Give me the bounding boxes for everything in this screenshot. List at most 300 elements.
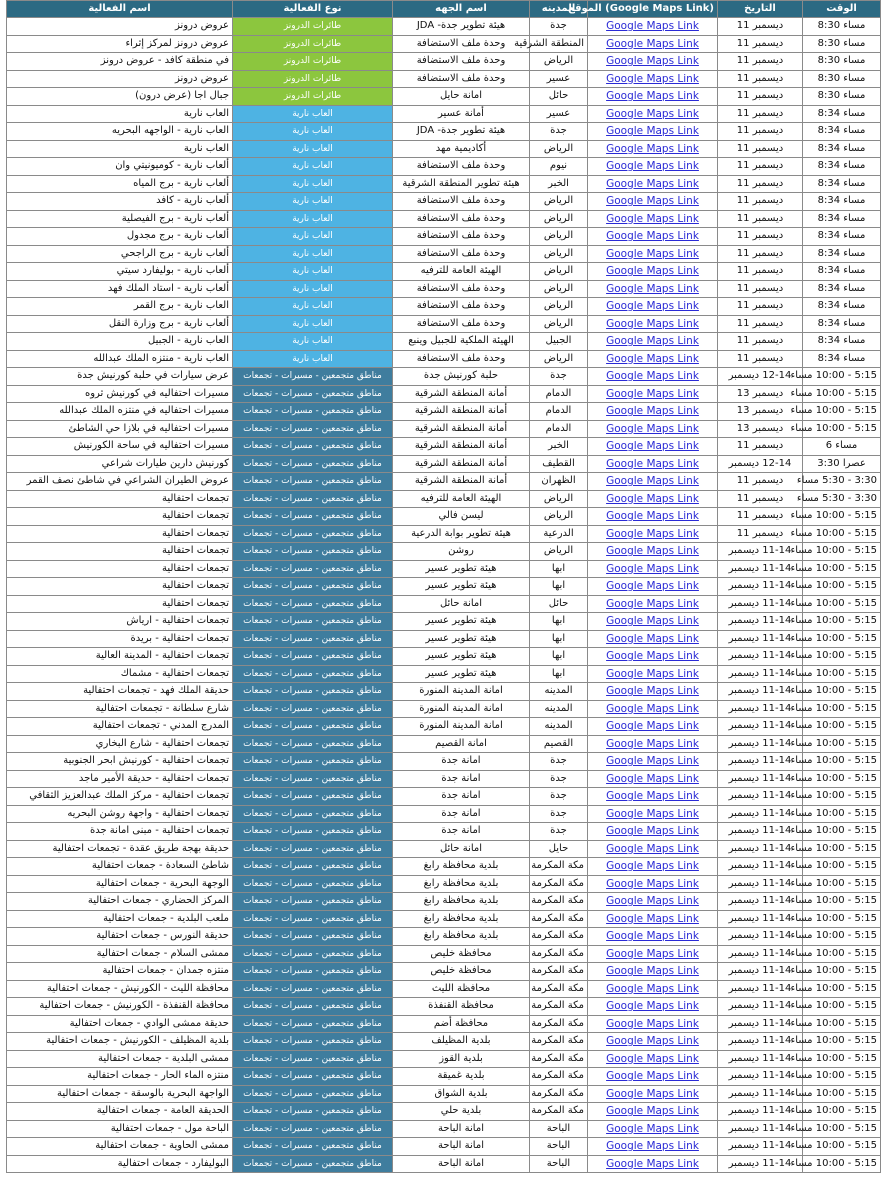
events-schedule	[6, 0, 880, 1173]
table-row	[7, 893, 881, 911]
table-row	[7, 123, 881, 141]
cell-time: عصرا 3:30	[803, 455, 881, 473]
cell-date: 11-14 ديسمبر	[718, 1085, 803, 1103]
table-row	[7, 1155, 881, 1173]
cell-event-name: منتزه جمدان - جمعات احتفالية	[7, 963, 233, 981]
cell-date: 11-14 ديسمبر	[718, 700, 803, 718]
cell-event-type: مناطق متجمعين - مسيرات - تجمعات	[233, 473, 393, 491]
maps-link[interactable]: Google Maps Link	[588, 1050, 718, 1068]
maps-link[interactable]: Google Maps Link	[588, 350, 718, 368]
cell-event-type: مناطق متجمعين - مسيرات - تجمعات	[233, 875, 393, 893]
cell-event-name: ألعاب نارية - برج المياه	[7, 175, 233, 193]
cell-organization: محافظة القنفذة	[393, 998, 530, 1016]
cell-event-type: مناطق متجمعين - مسيرات - تجمعات	[233, 858, 393, 876]
cell-event-name: عروض درونز	[7, 70, 233, 88]
cell-date: 11-14 ديسمبر	[718, 1155, 803, 1173]
cell-time: 5:15 - 10:00 مساء	[803, 998, 881, 1016]
table-row	[7, 630, 881, 648]
cell-organization: وحدة ملف الاستضافة	[393, 193, 530, 211]
cell-event-name: تجمعات احتفالية - مبنى امانة جدة	[7, 823, 233, 841]
cell-organization: وحدة ملف الاستضافة	[393, 70, 530, 88]
cell-event-type: العاب نارية	[233, 298, 393, 316]
cell-organization: امانة جدة	[393, 788, 530, 806]
cell-time: 3:30 - 5:30 مساء	[803, 473, 881, 491]
table-row	[7, 543, 881, 561]
cell-date: ديسمبر 11	[718, 123, 803, 141]
cell-city: القطيف	[530, 455, 588, 473]
cell-time: 5:15 - 10:00 مساء	[803, 963, 881, 981]
cell-event-name: تجمعات احتفالية - بريدة	[7, 630, 233, 648]
maps-link[interactable]: Google Maps Link	[588, 1068, 718, 1086]
maps-link[interactable]: Google Maps Link	[588, 298, 718, 316]
cell-organization: وحدة ملف الاستضافة	[393, 245, 530, 263]
cell-time: 5:15 - 10:00 مساء	[803, 403, 881, 421]
maps-link[interactable]: Google Maps Link	[588, 700, 718, 718]
cell-organization: امانة جدة	[393, 823, 530, 841]
cell-event-type: طائرات الدرونز	[233, 53, 393, 71]
table-row	[7, 490, 881, 508]
cell-event-name: حديقة الملك فهد - تجمعات احتفالية	[7, 683, 233, 701]
table-row	[7, 945, 881, 963]
maps-link[interactable]: Google Maps Link	[588, 998, 718, 1016]
maps-link[interactable]: Google Maps Link	[588, 735, 718, 753]
cell-city: الدرعية	[530, 525, 588, 543]
cell-event-name: مسيرات احتفاليه في ساحة الكورنيش	[7, 438, 233, 456]
cell-event-name: تجمعات احتفالية - كورنيش ابحر الجنوبية	[7, 753, 233, 771]
cell-organization: امانة المدينة المنورة	[393, 718, 530, 736]
maps-link[interactable]: Google Maps Link	[588, 1120, 718, 1138]
cell-time: 5:15 - 10:00 مساء	[803, 1138, 881, 1156]
cell-time: 5:15 - 10:00 مساء	[803, 1033, 881, 1051]
cell-organization: الهيئة العامة للترفيه	[393, 490, 530, 508]
cell-event-type: مناطق متجمعين - مسيرات - تجمعات	[233, 648, 393, 666]
cell-city: الرياض	[530, 245, 588, 263]
cell-event-name: ألعاب نارية - كافد	[7, 193, 233, 211]
cell-city: مكة المكرمة	[530, 980, 588, 998]
table-row	[7, 53, 881, 71]
cell-date: 11-14 ديسمبر	[718, 578, 803, 596]
cell-city: مكة المكرمة	[530, 998, 588, 1016]
maps-link[interactable]: Google Maps Link	[588, 858, 718, 876]
maps-link[interactable]: Google Maps Link	[588, 613, 718, 631]
cell-time: 5:15 - 10:00 مساء	[803, 1103, 881, 1121]
cell-event-type: مناطق متجمعين - مسيرات - تجمعات	[233, 595, 393, 613]
table-row	[7, 840, 881, 858]
cell-date: ديسمبر 11	[718, 438, 803, 456]
maps-link[interactable]: Google Maps Link	[588, 875, 718, 893]
maps-link[interactable]: Google Maps Link	[588, 210, 718, 228]
cell-event-type: مناطق متجمعين - مسيرات - تجمعات	[233, 788, 393, 806]
cell-event-name: ألعاب نارية - برج وزارة النقل	[7, 315, 233, 333]
table-row	[7, 1033, 881, 1051]
cell-city: المنطقة الشرقية	[530, 35, 588, 53]
maps-link[interactable]: Google Maps Link	[588, 385, 718, 403]
cell-event-type: العاب نارية	[233, 123, 393, 141]
cell-time: مساء 8:30	[803, 70, 881, 88]
maps-link[interactable]: Google Maps Link	[588, 718, 718, 736]
cell-organization: وحدة ملف الاستضافة	[393, 315, 530, 333]
table-row	[7, 823, 881, 841]
cell-city: الدمام	[530, 403, 588, 421]
cell-city: الدمام	[530, 420, 588, 438]
table-row	[7, 70, 881, 88]
table-row	[7, 18, 881, 36]
cell-date: 11-14 ديسمبر	[718, 823, 803, 841]
maps-link[interactable]: Google Maps Link	[588, 595, 718, 613]
maps-link[interactable]: Google Maps Link	[588, 683, 718, 701]
cell-event-type: العاب نارية	[233, 105, 393, 123]
maps-link[interactable]: Google Maps Link	[588, 945, 718, 963]
cell-event-type: مناطق متجمعين - مسيرات - تجمعات	[233, 700, 393, 718]
cell-date: 11-14 ديسمبر	[718, 630, 803, 648]
cell-date: 11-14 ديسمبر	[718, 788, 803, 806]
cell-organization: هيئة تطوير عسير	[393, 648, 530, 666]
cell-organization: امانة المدينة المنورة	[393, 683, 530, 701]
cell-city: جدة	[530, 18, 588, 36]
col-header-date: التاريخ	[718, 1, 803, 18]
cell-city: الرياض	[530, 210, 588, 228]
cell-date: 11-14 ديسمبر	[718, 805, 803, 823]
cell-event-name: ممشى الحاوية - جمعات احتفالية	[7, 1138, 233, 1156]
cell-organization: الهيئة الملكية للجبيل وينبع	[393, 333, 530, 351]
cell-organization: هيئة تطوير عسير	[393, 613, 530, 631]
cell-event-name: شارع سلطانة - تجمعات احتفالية	[7, 700, 233, 718]
cell-event-name: حديقة النورس - جمعات احتفالية	[7, 928, 233, 946]
cell-event-type: العاب نارية	[233, 228, 393, 246]
maps-link[interactable]: Google Maps Link	[588, 823, 718, 841]
table-row	[7, 158, 881, 176]
maps-link[interactable]: Google Maps Link	[588, 263, 718, 281]
cell-time: مساء 8:34	[803, 263, 881, 281]
cell-time: 5:15 - 10:00 مساء	[803, 648, 881, 666]
cell-date: 12-14 ديسمبر	[718, 368, 803, 386]
cell-city: جدة	[530, 805, 588, 823]
cell-date: ديسمبر 11	[718, 245, 803, 263]
maps-link[interactable]: Google Maps Link	[588, 403, 718, 421]
maps-link[interactable]: Google Maps Link	[588, 1138, 718, 1156]
cell-city: جدة	[530, 123, 588, 141]
maps-link[interactable]: Google Maps Link	[588, 53, 718, 71]
table-row	[7, 368, 881, 386]
cell-event-type: مناطق متجمعين - مسيرات - تجمعات	[233, 1033, 393, 1051]
cell-city: الرياض	[530, 53, 588, 71]
cell-event-name: تجمعات احتفالية	[7, 543, 233, 561]
cell-city: الدمام	[530, 385, 588, 403]
maps-link[interactable]: Google Maps Link	[588, 910, 718, 928]
cell-organization: محافظة خليص	[393, 945, 530, 963]
maps-link[interactable]: Google Maps Link	[588, 1015, 718, 1033]
maps-link[interactable]: Google Maps Link	[588, 280, 718, 298]
maps-link[interactable]: Google Maps Link	[588, 228, 718, 246]
cell-organization: بلدية المظيلف	[393, 1033, 530, 1051]
table-row	[7, 578, 881, 596]
cell-date: ديسمبر 11	[718, 140, 803, 158]
cell-time: 5:15 - 10:00 مساء	[803, 980, 881, 998]
maps-link[interactable]: Google Maps Link	[588, 193, 718, 211]
cell-time: 5:15 - 10:00 مساء	[803, 805, 881, 823]
cell-date: ديسمبر 11	[718, 298, 803, 316]
cell-date: ديسمبر 13	[718, 385, 803, 403]
cell-event-type: مناطق متجمعين - مسيرات - تجمعات	[233, 525, 393, 543]
cell-time: 5:15 - 10:00 مساء	[803, 683, 881, 701]
table-row	[7, 805, 881, 823]
maps-link[interactable]: Google Maps Link	[588, 1033, 718, 1051]
table-row	[7, 1120, 881, 1138]
cell-date: 11-14 ديسمبر	[718, 1050, 803, 1068]
cell-event-type: مناطق متجمعين - مسيرات - تجمعات	[233, 963, 393, 981]
col-header-name: اسم الفعالية	[7, 1, 233, 18]
maps-link[interactable]: Google Maps Link	[588, 158, 718, 176]
cell-organization: أمانة المنطقة الشرقية	[393, 403, 530, 421]
cell-organization: بلدية حلي	[393, 1103, 530, 1121]
cell-event-type: العاب نارية	[233, 280, 393, 298]
cell-organization: هيئة تطوير المنطقة الشرقية	[393, 175, 530, 193]
table-row	[7, 910, 881, 928]
cell-event-type: طائرات الدرونز	[233, 35, 393, 53]
cell-organization: أمانة المنطقة الشرقية	[393, 385, 530, 403]
cell-event-type: مناطق متجمعين - مسيرات - تجمعات	[233, 840, 393, 858]
cell-event-name: تجمعات احتفالية	[7, 578, 233, 596]
cell-event-name: ألعاب نارية - بوليفارد سيتي	[7, 263, 233, 281]
maps-link[interactable]: Google Maps Link	[588, 788, 718, 806]
cell-organization: بلدية غميقة	[393, 1068, 530, 1086]
cell-date: 11-14 ديسمبر	[718, 840, 803, 858]
cell-event-name: حديقة بهجة طريق عقدة - تجمعات احتفالية	[7, 840, 233, 858]
cell-city: مكة المكرمة	[530, 963, 588, 981]
maps-link[interactable]: Google Maps Link	[588, 18, 718, 36]
cell-organization: بلدية محافظة رابغ	[393, 910, 530, 928]
cell-time: مساء 8:34	[803, 123, 881, 141]
maps-link[interactable]: Google Maps Link	[588, 525, 718, 543]
cell-date: ديسمبر 11	[718, 70, 803, 88]
cell-time: 5:15 - 10:00 مساء	[803, 928, 881, 946]
maps-link[interactable]: Google Maps Link	[588, 770, 718, 788]
cell-date: 11-14 ديسمبر	[718, 595, 803, 613]
cell-organization: وحدة ملف الاستضافة	[393, 298, 530, 316]
cell-event-type: مناطق متجمعين - مسيرات - تجمعات	[233, 1085, 393, 1103]
maps-link[interactable]: Google Maps Link	[588, 175, 718, 193]
table-row	[7, 263, 881, 281]
table-row	[7, 350, 881, 368]
cell-event-type: مناطق متجمعين - مسيرات - تجمعات	[233, 980, 393, 998]
table-row	[7, 420, 881, 438]
cell-city: عسير	[530, 70, 588, 88]
header-row	[7, 1, 881, 18]
cell-event-name: ألعاب نارية - برج مجدول	[7, 228, 233, 246]
cell-event-type: مناطق متجمعين - مسيرات - تجمعات	[233, 893, 393, 911]
maps-link[interactable]: Google Maps Link	[588, 35, 718, 53]
cell-city: ابها	[530, 648, 588, 666]
cell-organization: حلبة كورنيش جدة	[393, 368, 530, 386]
cell-event-name: تجمعات احتفالية - مركز الملك عبدالعزيز الثقافي	[7, 788, 233, 806]
cell-organization: وحدة ملف الاستضافة	[393, 210, 530, 228]
cell-event-type: العاب نارية	[233, 210, 393, 228]
cell-date: ديسمبر 11	[718, 280, 803, 298]
maps-link[interactable]: Google Maps Link	[588, 333, 718, 351]
cell-date: 12-14 ديسمبر	[718, 455, 803, 473]
cell-event-name: العاب نارية - برج القمر	[7, 298, 233, 316]
cell-date: 11-14 ديسمبر	[718, 998, 803, 1016]
maps-link[interactable]: Google Maps Link	[588, 840, 718, 858]
table-row	[7, 35, 881, 53]
cell-time: مساء 8:30	[803, 53, 881, 71]
cell-organization: امانة حايل	[393, 88, 530, 106]
maps-link[interactable]: Google Maps Link	[588, 420, 718, 438]
cell-event-name: العاب نارية - منتزه الملك عبدالله	[7, 350, 233, 368]
cell-event-name: الواجهة البحرية بالوسقة - جمعات احتفالية	[7, 1085, 233, 1103]
cell-city: الرياض	[530, 350, 588, 368]
table-row	[7, 718, 881, 736]
cell-date: ديسمبر 11	[718, 53, 803, 71]
cell-event-name: المركز الحضاري - جمعات احتفالية	[7, 893, 233, 911]
cell-event-name: مسيرات احتفاليه في بلازا حي الشاطئ	[7, 420, 233, 438]
cell-organization: بلدية محافظة رابغ	[393, 858, 530, 876]
cell-time: 5:15 - 10:00 مساء	[803, 823, 881, 841]
maps-link[interactable]: Google Maps Link	[588, 1155, 718, 1173]
maps-link[interactable]: Google Maps Link	[588, 473, 718, 491]
cell-event-name: محافظة الليث - الكورنيش - جمعات احتفالية	[7, 980, 233, 998]
cell-time: 5:15 - 10:00 مساء	[803, 753, 881, 771]
cell-organization: امانة الباحة	[393, 1120, 530, 1138]
table-row	[7, 525, 881, 543]
maps-link[interactable]: Google Maps Link	[588, 648, 718, 666]
cell-date: 11-14 ديسمبر	[718, 543, 803, 561]
maps-link[interactable]: Google Maps Link	[588, 980, 718, 998]
maps-link[interactable]: Google Maps Link	[588, 245, 718, 263]
maps-link[interactable]: Google Maps Link	[588, 543, 718, 561]
cell-event-name: ملعب البلدية - جمعات احتفالية	[7, 910, 233, 928]
cell-date: ديسمبر 11	[718, 490, 803, 508]
cell-date: 11-14 ديسمبر	[718, 963, 803, 981]
maps-link[interactable]: Google Maps Link	[588, 123, 718, 141]
maps-link[interactable]: Google Maps Link	[588, 665, 718, 683]
cell-event-name: عروض الطيران الشراعي في شاطئ نصف القمر	[7, 473, 233, 491]
cell-event-name: ألعاب نارية - كوميونيتي وان	[7, 158, 233, 176]
cell-organization: بلدية الشواق	[393, 1085, 530, 1103]
maps-link[interactable]: Google Maps Link	[588, 438, 718, 456]
cell-organization: امانة حائل	[393, 595, 530, 613]
cell-organization: وحدة ملف الاستضافة	[393, 35, 530, 53]
cell-time: مساء 8:34	[803, 315, 881, 333]
cell-time: 5:15 - 10:00 مساء	[803, 700, 881, 718]
maps-link[interactable]: Google Maps Link	[588, 1103, 718, 1121]
cell-date: ديسمبر 11	[718, 193, 803, 211]
cell-date: 11-14 ديسمبر	[718, 665, 803, 683]
maps-link[interactable]: Google Maps Link	[588, 140, 718, 158]
cell-event-name: ممشى البلدية - جمعات احتفالية	[7, 1050, 233, 1068]
maps-link[interactable]: Google Maps Link	[588, 70, 718, 88]
maps-link[interactable]: Google Maps Link	[588, 315, 718, 333]
cell-event-name: مسيرات احتفاليه في كورنيش ثروه	[7, 385, 233, 403]
table-row	[7, 385, 881, 403]
cell-event-type: مناطق متجمعين - مسيرات - تجمعات	[233, 998, 393, 1016]
cell-time: مساء 8:30	[803, 35, 881, 53]
cell-date: ديسمبر 11	[718, 210, 803, 228]
table-row	[7, 1050, 881, 1068]
maps-link[interactable]: Google Maps Link	[588, 753, 718, 771]
table-row	[7, 210, 881, 228]
maps-link[interactable]: Google Maps Link	[588, 805, 718, 823]
cell-date: 11-14 ديسمبر	[718, 770, 803, 788]
cell-date: 11-14 ديسمبر	[718, 648, 803, 666]
table-row	[7, 595, 881, 613]
cell-event-name: عروض درونز لمركز إثراء	[7, 35, 233, 53]
cell-organization: أمانة عسير	[393, 105, 530, 123]
table-row	[7, 613, 881, 631]
cell-time: 5:15 - 10:00 مساء	[803, 1050, 881, 1068]
cell-date: ديسمبر 11	[718, 88, 803, 106]
maps-link[interactable]: Google Maps Link	[588, 368, 718, 386]
table-row	[7, 175, 881, 193]
cell-time: مساء 8:34	[803, 193, 881, 211]
maps-link[interactable]: Google Maps Link	[588, 88, 718, 106]
maps-link[interactable]: Google Maps Link	[588, 928, 718, 946]
cell-date: 11-14 ديسمبر	[718, 928, 803, 946]
maps-link[interactable]: Google Maps Link	[588, 578, 718, 596]
cell-organization: بلدية محافظة رابغ	[393, 893, 530, 911]
table-row	[7, 473, 881, 491]
maps-link[interactable]: Google Maps Link	[588, 560, 718, 578]
cell-city: مكة المكرمة	[530, 858, 588, 876]
table-row	[7, 315, 881, 333]
cell-event-name: البوليفارد - جمعات احتفالية	[7, 1155, 233, 1173]
cell-event-name: ألعاب نارية - برج الفيصلية	[7, 210, 233, 228]
cell-event-name: عروض درونز	[7, 18, 233, 36]
cell-organization: بلدية محافظة رابغ	[393, 875, 530, 893]
maps-link[interactable]: Google Maps Link	[588, 1085, 718, 1103]
cell-event-type: العاب نارية	[233, 140, 393, 158]
cell-event-type: مناطق متجمعين - مسيرات - تجمعات	[233, 420, 393, 438]
cell-date: 11-14 ديسمبر	[718, 893, 803, 911]
cell-event-name: تجمعات احتفالية - واجهة روشن البحريه	[7, 805, 233, 823]
cell-organization: هيئة تطوير عسير	[393, 560, 530, 578]
cell-event-name: تجمعات احتفالية - حديقة الأمير ماجد	[7, 770, 233, 788]
cell-time: مساء 8:34	[803, 175, 881, 193]
maps-link[interactable]: Google Maps Link	[588, 893, 718, 911]
cell-city: الرياض	[530, 543, 588, 561]
cell-organization: هيئة تطوير عسير	[393, 665, 530, 683]
cell-city: جدة	[530, 770, 588, 788]
table-row	[7, 980, 881, 998]
table-row	[7, 770, 881, 788]
table-row	[7, 298, 881, 316]
maps-link[interactable]: Google Maps Link	[588, 105, 718, 123]
table-row	[7, 88, 881, 106]
maps-link[interactable]: Google Maps Link	[588, 963, 718, 981]
maps-link[interactable]: Google Maps Link	[588, 630, 718, 648]
cell-time: 5:15 - 10:00 مساء	[803, 735, 881, 753]
cell-event-type: طائرات الدرونز	[233, 88, 393, 106]
maps-link[interactable]: Google Maps Link	[588, 490, 718, 508]
cell-organization: روشن	[393, 543, 530, 561]
cell-time: 5:15 - 10:00 مساء	[803, 858, 881, 876]
cell-event-type: مناطق متجمعين - مسيرات - تجمعات	[233, 385, 393, 403]
maps-link[interactable]: Google Maps Link	[588, 508, 718, 526]
table-row	[7, 560, 881, 578]
cell-event-type: مناطق متجمعين - مسيرات - تجمعات	[233, 945, 393, 963]
cell-organization: وحدة ملف الاستضافة	[393, 53, 530, 71]
maps-link[interactable]: Google Maps Link	[588, 455, 718, 473]
cell-organization: ليسن فالي	[393, 508, 530, 526]
cell-date: ديسمبر 13	[718, 420, 803, 438]
cell-organization: وحدة ملف الاستضافة	[393, 228, 530, 246]
cell-event-name: المدرج المدني - تجمعات احتفالية	[7, 718, 233, 736]
cell-organization: أمانة المنطقة الشرقية	[393, 438, 530, 456]
table-row	[7, 193, 881, 211]
cell-event-name: تجمعات احتفالية	[7, 525, 233, 543]
cell-city: المدينه	[530, 683, 588, 701]
cell-city: مكة المكرمة	[530, 1068, 588, 1086]
